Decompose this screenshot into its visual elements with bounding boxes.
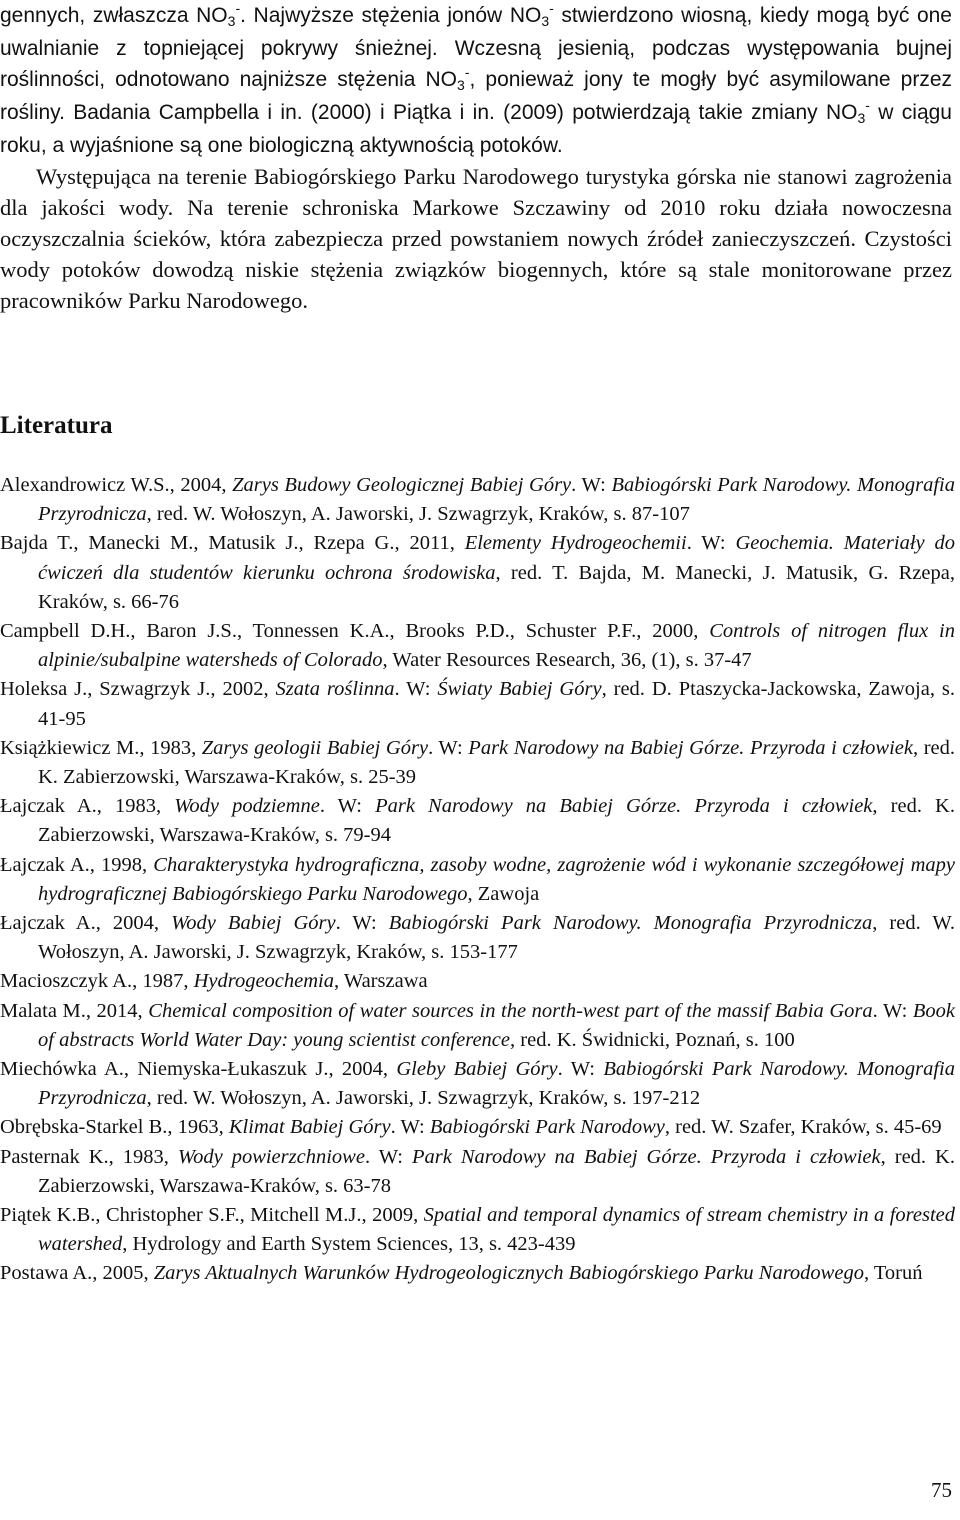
p1-text-5: w ciągu roku, a wyjaśnione są one biologiczną aktywnością potoków. (0, 101, 952, 157)
paragraph-2: Występująca na terenie Babiogórskiego Parku Narodowego turystyka górska nie stanowi zagrożenia dla jakości wody. Na terenie schroniska Markowe Szczawiny od 2010 roku działa nowoczesna oczyszczalnia ścieków, która zabezpiecza przed powstaniem nowych źródeł zanieczyszczeń. Czystości wody potoków dowodzą niskie stężenia związków biogennych, które są stale monitorowane przez pracowników Parku Narodowego. (0, 164, 952, 313)
reference-entry: Postawa A., 2005, Zarys Aktualnych Warunków Hydrogeologicznych Babiogórskiego Parku Narodowego, Toruń (0, 1262, 923, 1285)
reference-entry: Holeksa J., Szwagrzyk J., 2002, Szata roślinna. W: Światy Babiej Góry, red. D. Ptaszycka-Jackowska, Zawoja, s. 41-95 (0, 678, 956, 730)
p1-text-2: . Najwyższe stężenia jonów NO (240, 4, 542, 27)
subscript: 3 (541, 13, 550, 29)
reference-entry: Pasternak K., 1983, Wody powierzchniowe. W: Park Narodowy na Babiej Górze. Przyroda i człowiek, red. K. Zabierzowski, Warszawa-Kraków, s. 63-78 (0, 1145, 955, 1197)
references-heading: Literatura (0, 412, 113, 439)
subscript: 3 (227, 13, 236, 29)
reference-list (0, 471, 955, 1289)
superscript: - (235, 0, 241, 16)
reference-entry: Książkiewicz M., 1983, Zarys geologii Babiej Góry. W: Park Narodowy na Babiej Górze. Przyroda i człowiek, red. K. Zabierzowski, Warszawa-Kraków, s. 25-39 (0, 736, 955, 789)
reference-entry: Łajczak A., 2004, Wody Babiej Góry. W: Babiogórski Park Narodowy. Monografia Przyrodnicza, red. W. Wołoszyn, A. Jaworski, J. Szwagrzyk, Kraków, s. 153-177 (0, 912, 955, 964)
body-text (0, 0, 952, 316)
page-number: 75 (931, 1478, 952, 1502)
reference-entry: Obrębska-Starkel B., 1963, Klimat Babiej Góry. W: Babiogórski Park Narodowy, red. W. Szafer, Kraków, s. 45-69 (0, 1116, 942, 1139)
superscript: - (464, 64, 470, 80)
reference-entry: Alexandrowicz W.S., 2004, Zarys Budowy Geologicznej Babiej Góry. W: Babiogórski Park Narodowy. Monografia Przyrodnicza, red. W. Wołoszyn, A. Jaworski, J. Szwagrzyk, Kraków, s. 87-107 (0, 474, 955, 526)
reference-entry: Piątek K.B., Christopher S.F., Mitchell M.J., 2009, Spatial and temporal dynamics of stream chemistry in a forested watershed, Hydrology and Earth System Sciences, 13, s. 423-439 (0, 1204, 956, 1256)
reference-entry: Macioszczyk A., 1987, Hydrogeochemia, Warszawa (0, 970, 428, 993)
reference-entry: Campbell D.H., Baron J.S., Tonnessen K.A., Brooks P.D., Schuster P.F., 2000, Controls of nitrogen flux in alpinie/subalpine watersheds of Colorado, Water Resources Research, 36, (1), s. 37-47 (0, 620, 955, 672)
reference-entry: Łajczak A., 1998, Charakterystyka hydrograficzna, zasoby wodne, zagrożenie wód i wykonanie szczegółowej mapy hydrograficznej Babiogórskiego Parku Narodowego, Zawoja (0, 853, 955, 905)
subscript: 3 (857, 110, 866, 126)
p1-text-1: gennych, zwłaszcza NO (0, 4, 228, 27)
p1-text-4: , ponieważ jony te mogły być asymilowane przez rośliny. Badania Campbella i in. (2000) i Piątka i in. (2009) potwierdzają takie zmiany NO (0, 68, 952, 124)
paragraph-1 (0, 0, 952, 161)
p1-text-3: stwierdzono wiosną, kiedy mogą być one uwalnianie z topniejącej pokrywy śnieżnej. Wczesną jesienią, podczas występowania bujnej roślinności, odnotowano najniższe stężenia NO (0, 4, 952, 91)
superscript: - (865, 97, 870, 113)
reference-entry: Malata M., 2014, Chemical composition of water sources in the north-west part of the massif Babia Gora. W: Book of abstracts World Water Day: young scientist conference, red. K. Świdnicki, Poznań, s. 100 (0, 999, 956, 1051)
reference-entry: Miechówka A., Niemyska-Łukaszuk J., 2004, Gleby Babiej Góry. W: Babiogórski Park Narodowy. Monografia Przyrodnicza, red. W. Wołoszyn, A. Jaworski, J. Szwagrzyk, Kraków, s. 197-212 (0, 1058, 955, 1110)
reference-entry: Łajczak A., 1983, Wody podziemne. W: Park Narodowy na Babiej Górze. Przyroda i człowiek, red. K. Zabierzowski, Warszawa-Kraków, s. 79-94 (0, 795, 955, 847)
superscript: - (549, 0, 554, 16)
subscript: 3 (457, 77, 465, 93)
reference-entry: Bajda T., Manecki M., Matusik J., Rzepa G., 2011, Elementy Hydrogeochemii. W: Geochemia. Materiały do ćwiczeń dla studentów kierunku ochrona środowiska, red. T. Bajda, M. Manecki, J. Matusik, G. Rzepa, Kraków, s. 66-76 (0, 532, 956, 613)
